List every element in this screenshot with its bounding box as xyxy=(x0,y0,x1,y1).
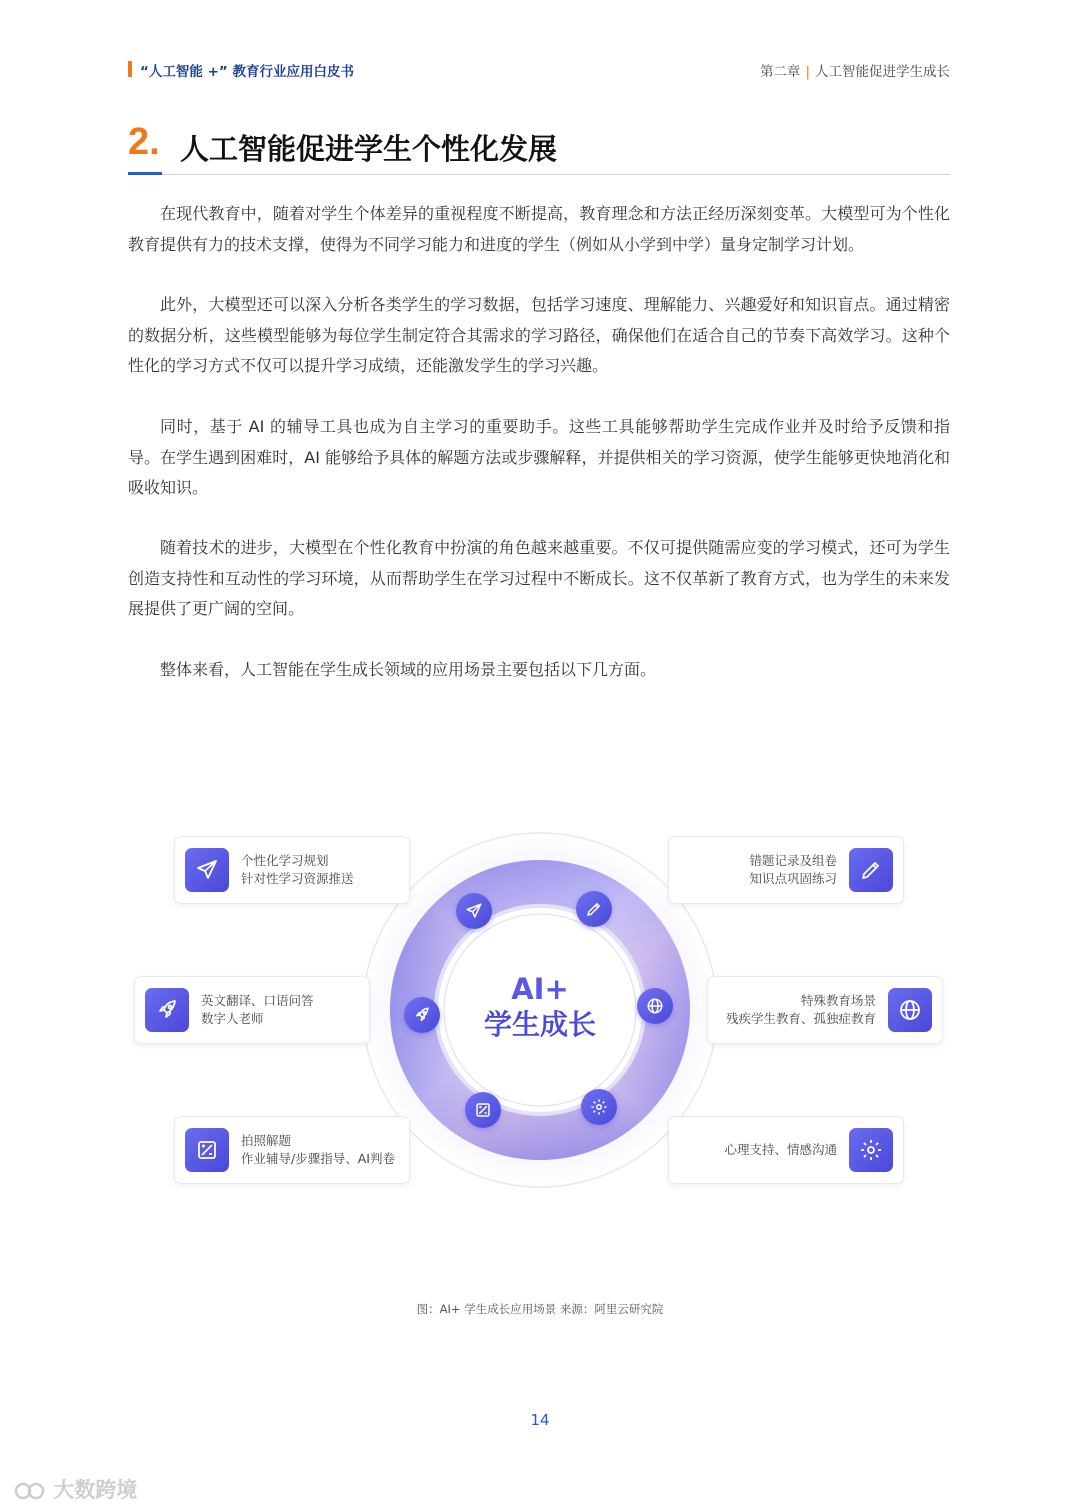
card-text xyxy=(241,1132,395,1168)
watermark xyxy=(14,1474,137,1504)
section-number: 2. xyxy=(128,121,160,163)
card-text xyxy=(201,992,314,1028)
pencil-icon xyxy=(849,848,893,892)
figure-caption: 图：AI+ 学生成长应用场景 来源：阿里云研究院 xyxy=(416,1302,664,1316)
watermark-text: 大数跨境 xyxy=(53,1478,138,1502)
section-divider xyxy=(128,174,950,175)
card-photo-solve xyxy=(174,1116,410,1184)
card-title: 特殊教育场景 xyxy=(800,993,876,1008)
card-wrong-questions xyxy=(668,836,904,904)
header-chapter xyxy=(760,60,950,80)
paragraph-1: 在现代教育中，随着对学生个体差异的重视程度不断提高，教育理念和方法正经历深刻变革。大模型可为个性化教育提供有力的技术支撑，使得为不同学习能力和进度的学生（例如从小学到中学）量身定制学习计划。 xyxy=(128,204,950,254)
card-subtitle: 知识点巩固练习 xyxy=(749,871,837,886)
globe-icon xyxy=(888,988,932,1032)
card-title: 拍照解题 xyxy=(241,1133,292,1148)
ring-globe-icon xyxy=(637,988,673,1024)
paragraph-4: 随着技术的进步，大模型在个性化教育中扮演的角色越来越重要。不仅可提供随需应变的学习模式，还可为学生创造支持性和互动性的学习环境，从而帮助学生在学习过程中不断成长。这不仅革新了教育方式，也为学生的未来发展提供了更广阔的空间。 xyxy=(128,538,950,618)
paper-plane-icon xyxy=(185,848,229,892)
card-title: 个性化学习规划 xyxy=(241,853,329,868)
center-label-ai: AI+ xyxy=(511,972,569,1006)
card-psych-support xyxy=(668,1116,904,1184)
card-subtitle: 针对性学习资源推送 xyxy=(241,871,354,886)
header-accent-bar xyxy=(128,61,132,77)
paragraph-5: 整体来看，人工智能在学生成长领域的应用场景主要包括以下几方面。 xyxy=(160,660,657,679)
card-subtitle: 作业辅导/步骤指导、AI判卷 xyxy=(241,1151,395,1166)
card-title: 英文翻译、口语问答 xyxy=(201,993,314,1008)
card-subtitle: 残疾学生教育、孤独症教育 xyxy=(725,1011,876,1026)
ring-gear-icon xyxy=(581,1089,617,1125)
header-separator: | xyxy=(805,64,810,80)
paragraph-2: 此外，大模型还可以深入分析各类学生的学习数据，包括学习速度、理解能力、兴趣爱好和知识盲点。通过精密的数据分析，这些模型能够为每位学生制定符合其需求的学习路径，确保他们在适合自己的节奏下高效学习。这种个性化的学习方式不仅可以提升学习成绩，还能激发学生的学习兴趣。 xyxy=(128,295,950,375)
page-number: 14 xyxy=(530,1411,550,1429)
ring-rocket-icon xyxy=(404,997,440,1033)
card-text xyxy=(724,1141,837,1159)
card-title: 错题记录及组卷 xyxy=(749,853,837,868)
photo-solve-icon xyxy=(185,1128,229,1172)
card-text xyxy=(726,992,876,1028)
card-title: 心理支持、情感沟通 xyxy=(724,1142,837,1157)
paragraph-3: 同时，基于 AI 的辅导工具也成为自主学习的重要助手。这些工具能够帮助学生完成作业并及时给予反馈和指导。在学生遇到困难时，AI 能够给予具体的解题方法或步骤解释，并提供相关的学习资源，使学生能够更快地消化和吸收知识。 xyxy=(128,417,950,497)
card-special-education xyxy=(707,976,943,1044)
gear-icon xyxy=(849,1128,893,1172)
ring-pencil-icon xyxy=(576,891,612,927)
card-subtitle: 数字人老师 xyxy=(201,1011,264,1026)
section-divider-accent xyxy=(128,172,162,175)
ring-paper-plane-icon xyxy=(456,893,492,929)
header-chapter-no: 第二章 xyxy=(759,64,801,80)
card-english-translation xyxy=(134,976,370,1044)
card-personalized-plan xyxy=(174,836,410,904)
card-text xyxy=(749,852,837,888)
watermark-logo-icon xyxy=(14,1480,46,1502)
center-label-growth: 学生成长 xyxy=(483,1008,596,1041)
section-title: 人工智能促进学生个性化发展 xyxy=(180,132,558,166)
header-chapter-title: 人工智能促进学生成长 xyxy=(815,64,950,80)
card-text xyxy=(241,852,354,888)
header-doc-title: “人工智能 +” 教育行业应用白皮书 xyxy=(140,64,354,80)
ring-photo-solve-icon xyxy=(465,1092,501,1128)
rocket-icon xyxy=(145,988,189,1032)
